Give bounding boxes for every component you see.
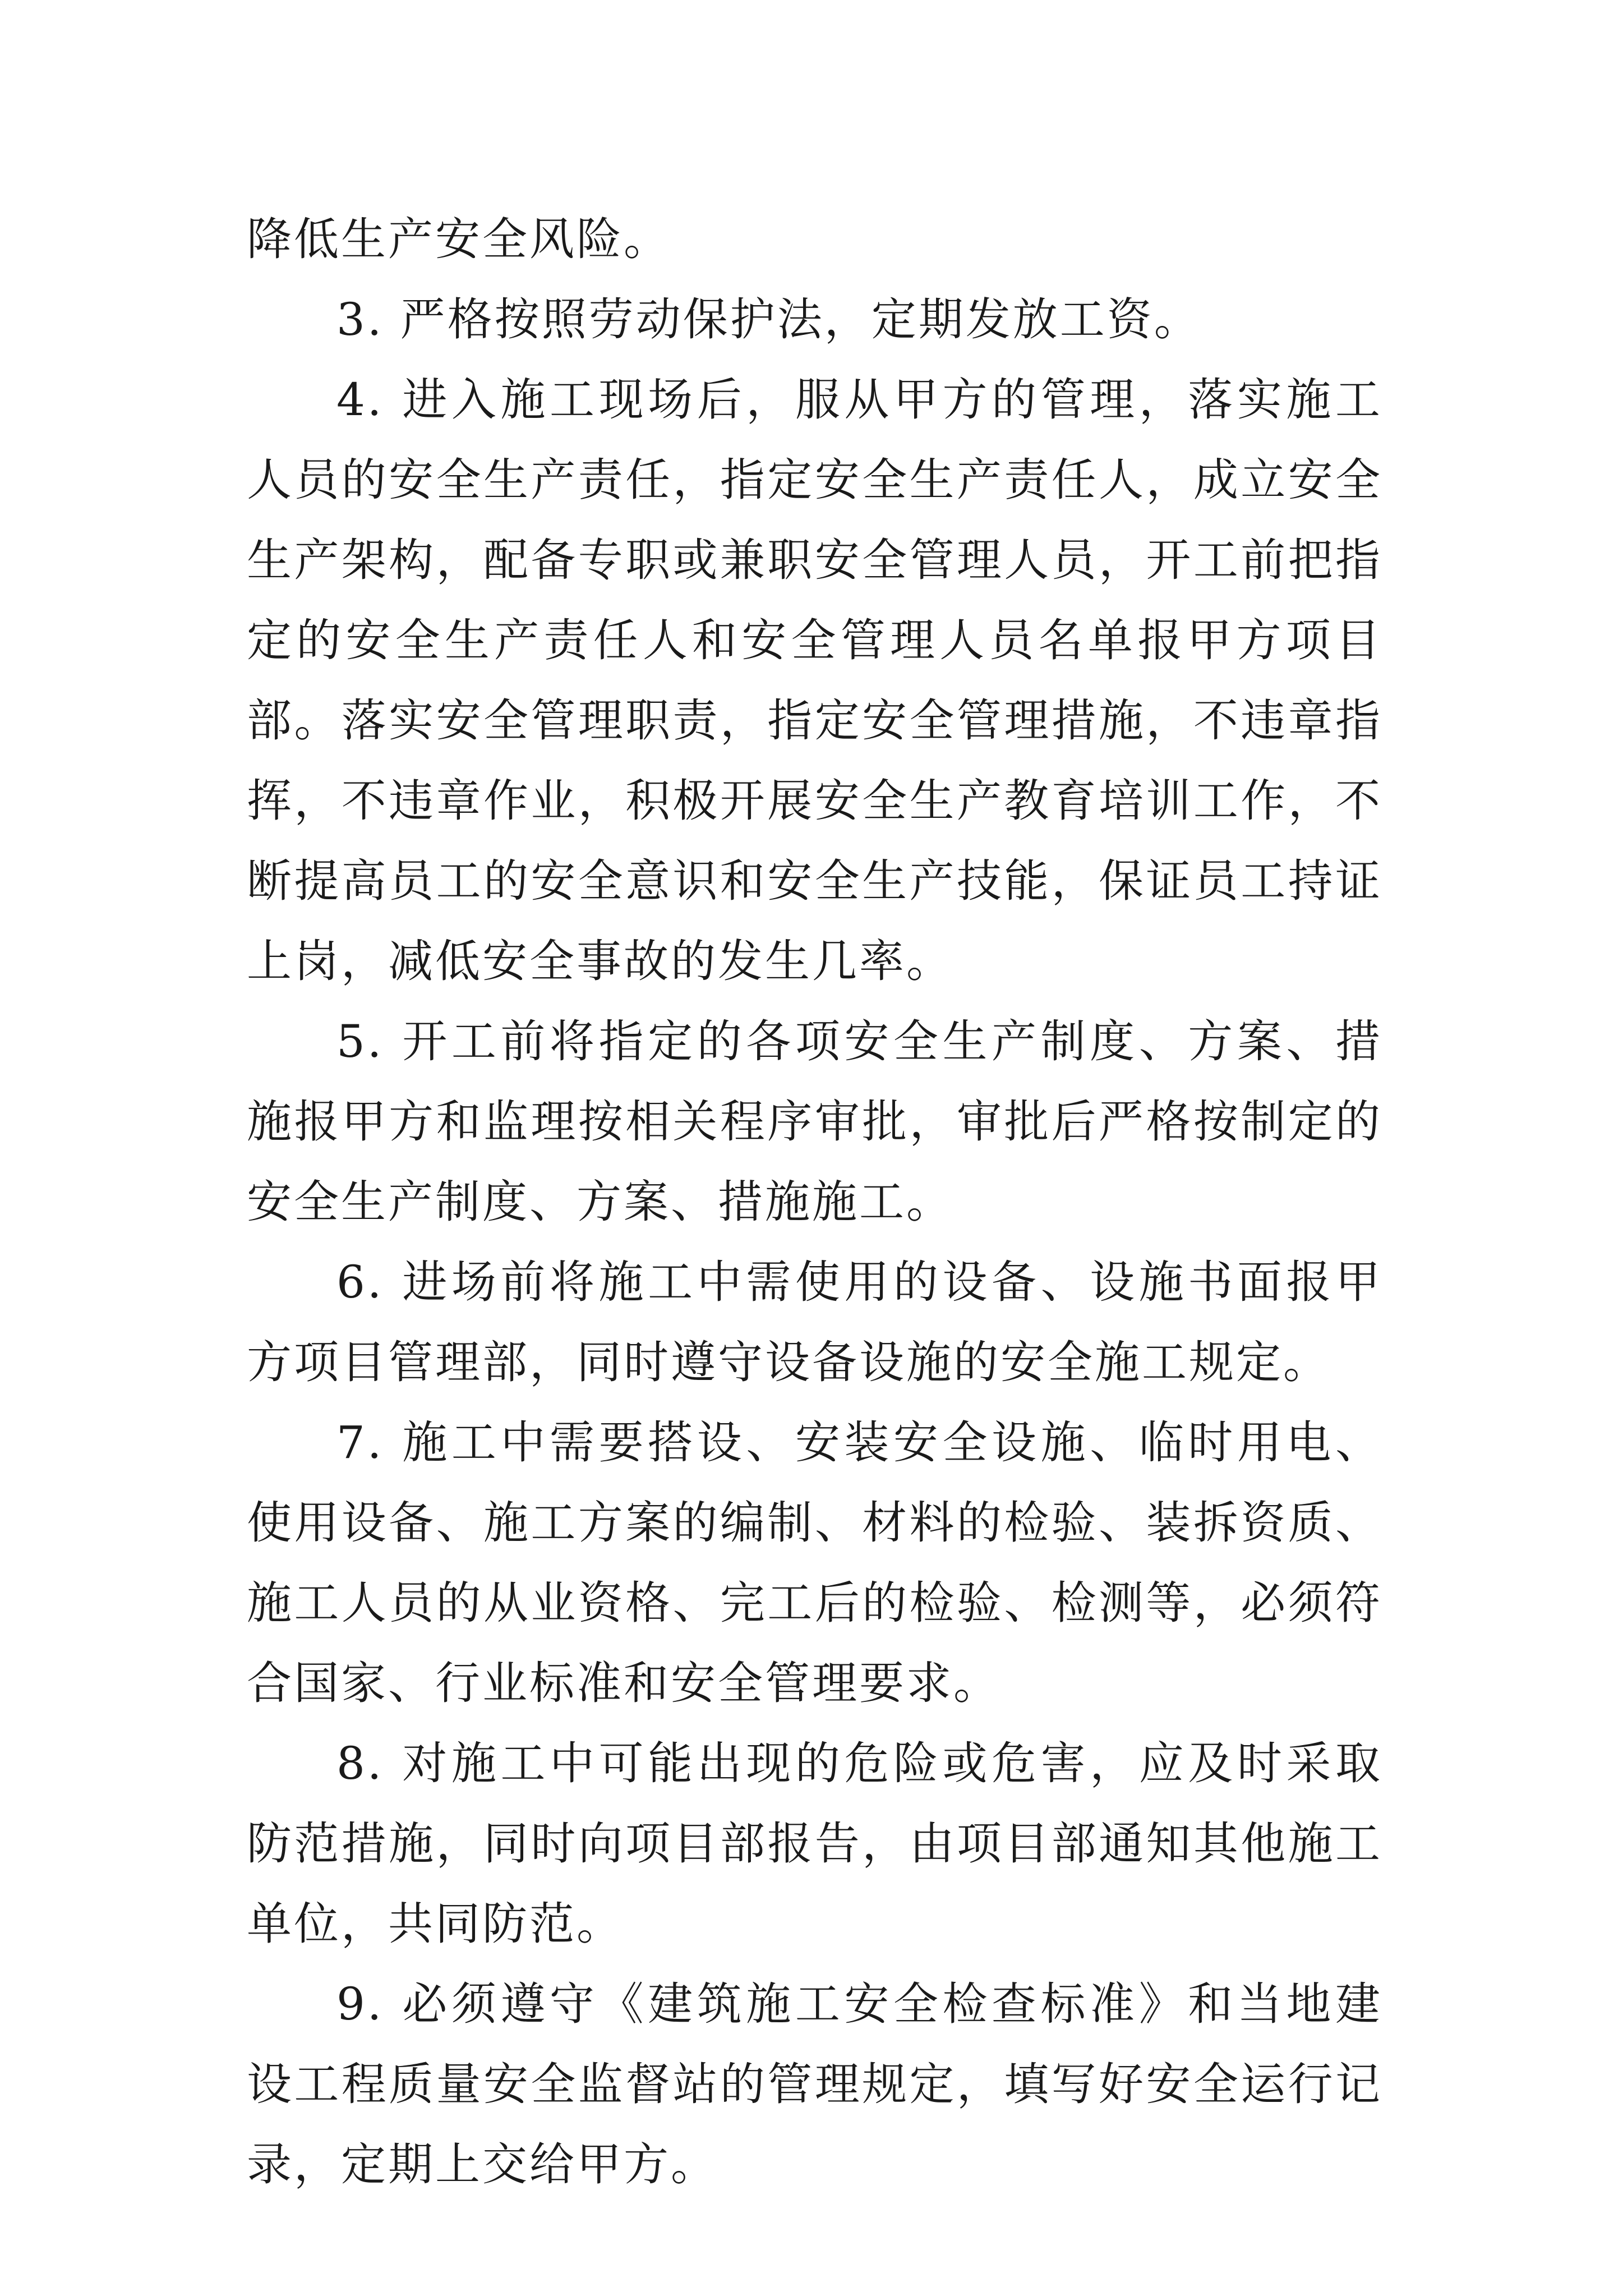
paragraph-item-7: 7. 施工中需要搭设、安装安全设施、临时用电、使用设备、施工方案的编制、材料的检验、装拆资质、施工人员的从业资格、完工后的检验、检测等，必须符合国家、行业标准和安全管理要求。 [247, 1416, 1382, 1709]
paragraph-item-3: 3. 严格按照劳动保护法，定期发放工资。 [336, 293, 1201, 346]
paragraph-continuation: 降低生产安全风险。 [247, 213, 671, 265]
paragraph-item-5: 5. 开工前将指定的各项安全生产制度、方案、措施报甲方和监理按相关程序审批，审批后严格按制定的安全生产制度、方案、措施施工。 [247, 1015, 1382, 1228]
paragraph-item-4: 4. 进入施工现场后，服从甲方的管理，落实施工人员的安全生产责任，指定安全生产责任人，成立安全生产架构，配备专职或兼职安全管理人员，开工前把指定的安全生产责任人和安全管理人员名单报甲方项目部。落实安全管理职责，指定安全管理措施，不违章指挥，不违章作业，积极开展安全生产教育培训工作，不断提高员工的安全意识和安全生产技能，保证员工持证上岗，减低安全事故的发生几率。 [247, 374, 1382, 987]
paragraph-item-6: 6. 进场前将施工中需使用的设备、设施书面报甲方项目管理部，同时遵守设备设施的安全施工规定。 [247, 1256, 1382, 1388]
document-body [247, 199, 1382, 2205]
paragraph-item-8: 8. 对施工中可能出现的危险或危害，应及时采取防范措施，同时向项目部报告，由项目部通知其他施工单位，共同防范。 [247, 1737, 1382, 1950]
paragraph-item-9: 9. 必须遵守《建筑施工安全检查标准》和当地建设工程质量安全监督站的管理规定，填写好安全运行记录，定期上交给甲方。 [247, 1978, 1382, 2191]
